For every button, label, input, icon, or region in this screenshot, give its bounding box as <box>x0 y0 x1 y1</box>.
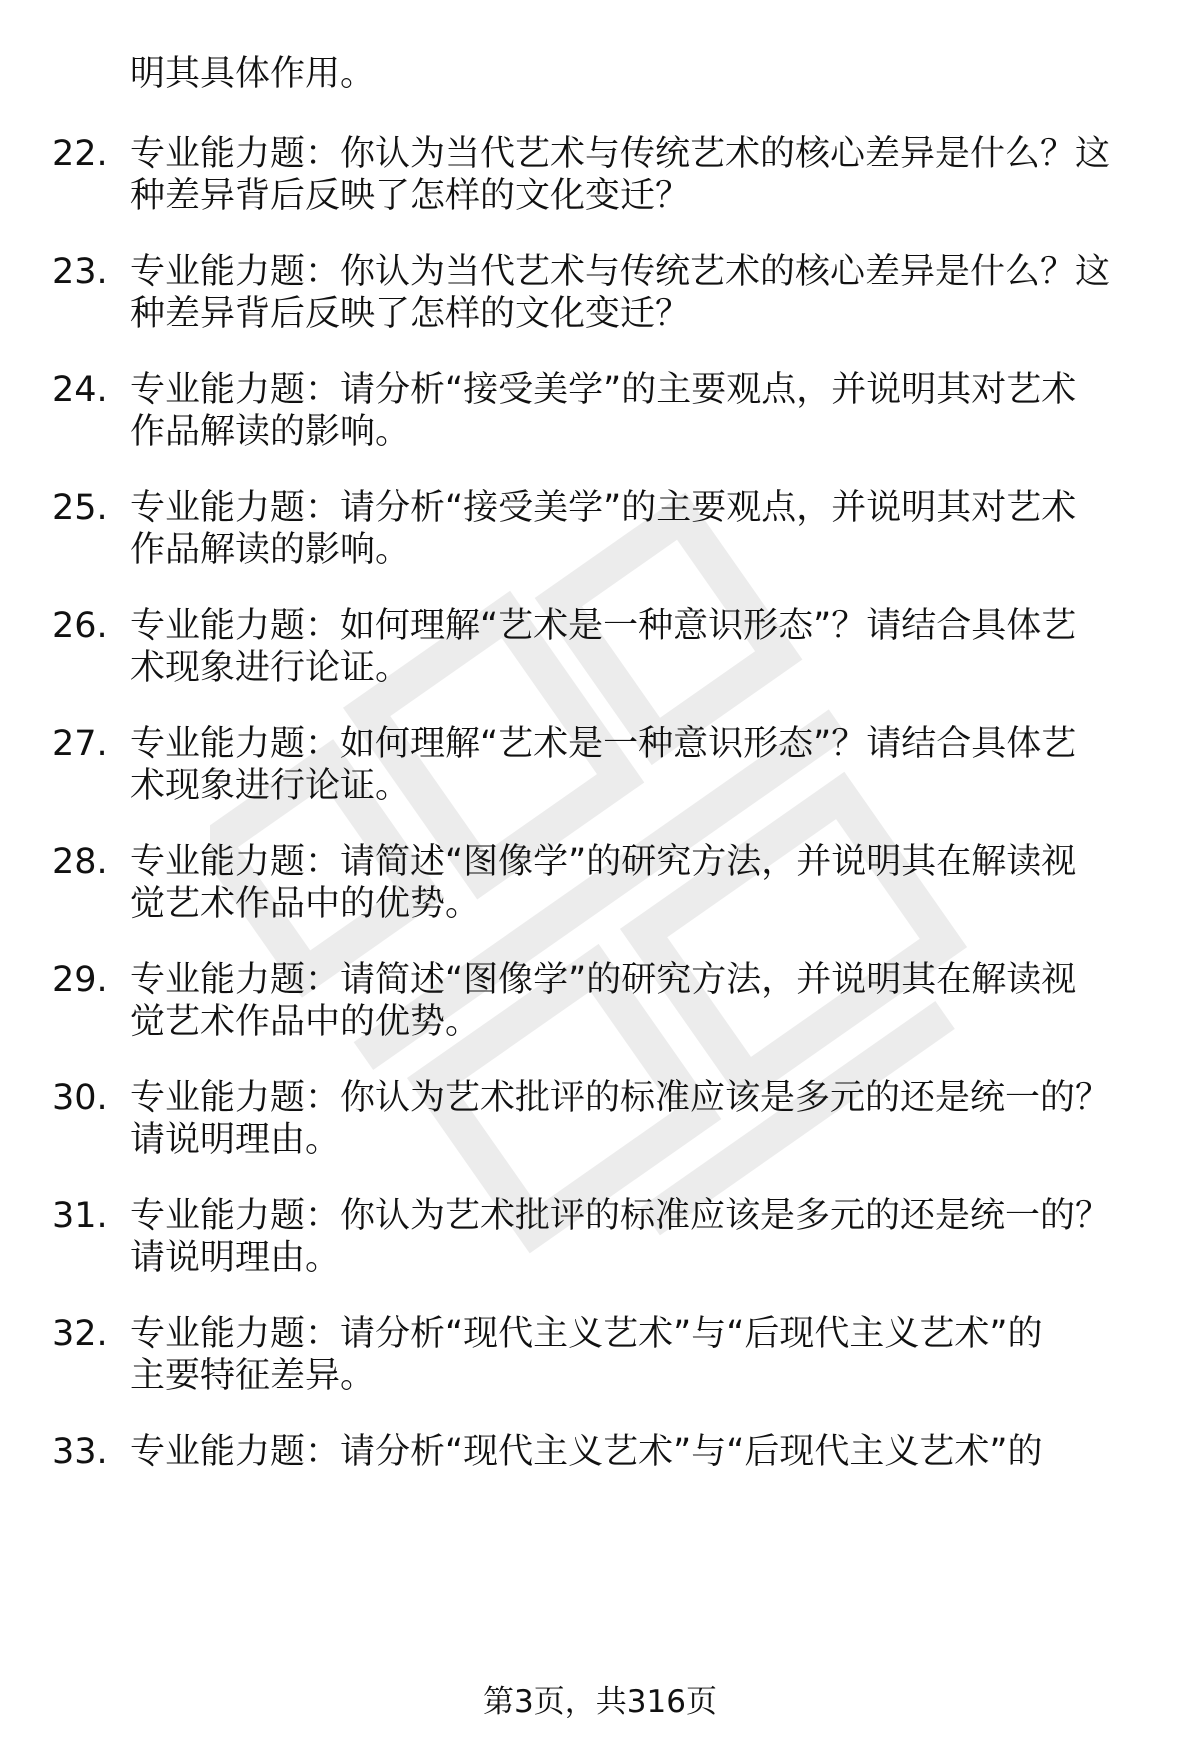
question-text-line: 觉艺术作品中的优势。 <box>130 884 481 924</box>
question-text-line: 专业能力题：你认为艺术批评的标准应该是多元的还是统一的？ <box>130 1196 1111 1236</box>
question-text-line: 专业能力题：请分析“接受美学”的主要观点，并说明其对艺术 <box>130 488 1077 528</box>
question-text-line: 专业能力题：请简述“图像学”的研究方法，并说明其在解读视 <box>130 842 1077 882</box>
question-text-line: 请说明理由。 <box>130 1120 341 1160</box>
question-text-line: 专业能力题：你认为艺术批评的标准应该是多元的还是统一的？ <box>130 1078 1111 1118</box>
question-number: 30. <box>52 1078 108 1118</box>
question-text-line: 专业能力题：请简述“图像学”的研究方法，并说明其在解读视 <box>130 960 1077 1000</box>
question-text-line: 术现象进行论证。 <box>130 648 411 688</box>
question-text-line: 专业能力题：请分析“接受美学”的主要观点，并说明其对艺术 <box>130 370 1077 410</box>
question-number: 33. <box>52 1432 108 1472</box>
question-number: 28. <box>52 842 108 882</box>
question-number: 23. <box>52 252 108 292</box>
question-text-line: 觉艺术作品中的优势。 <box>130 1002 481 1042</box>
question-text-line: 专业能力题：你认为当代艺术与传统艺术的核心差异是什么？这 <box>130 134 1111 174</box>
question-number: 24. <box>52 370 108 410</box>
question-text-line: 专业能力题：如何理解“艺术是一种意识形态”？请结合具体艺 <box>130 724 1077 764</box>
question-number: 29. <box>52 960 108 1000</box>
continuation-text: 明其具体作用。 <box>130 54 376 94</box>
question-text-line: 种差异背后反映了怎样的文化变迁？ <box>130 294 691 334</box>
question-number: 26. <box>52 606 108 646</box>
question-text-line: 请说明理由。 <box>130 1238 341 1278</box>
question-text-line: 专业能力题：如何理解“艺术是一种意识形态”？请结合具体艺 <box>130 606 1077 646</box>
question-text-line: 主要特征差异。 <box>130 1356 376 1396</box>
question-number: 27. <box>52 724 108 764</box>
question-text-line: 种差异背后反映了怎样的文化变迁？ <box>130 176 691 216</box>
question-text-line: 专业能力题：你认为当代艺术与传统艺术的核心差异是什么？这 <box>130 252 1111 292</box>
question-text-line: 作品解读的影响。 <box>130 530 411 570</box>
question-number: 25. <box>52 488 108 528</box>
question-text-line: 专业能力题：请分析“现代主义艺术”与“后现代主义艺术”的 <box>130 1432 1043 1472</box>
question-text-line: 专业能力题：请分析“现代主义艺术”与“后现代主义艺术”的 <box>130 1314 1043 1354</box>
question-number: 22. <box>52 134 108 174</box>
question-text-line: 作品解读的影响。 <box>130 412 411 452</box>
question-number: 31. <box>52 1196 108 1236</box>
question-text-line: 术现象进行论证。 <box>130 766 411 806</box>
question-number: 32. <box>52 1314 108 1354</box>
page-footer: 第3页，共316页 <box>483 1684 717 1720</box>
